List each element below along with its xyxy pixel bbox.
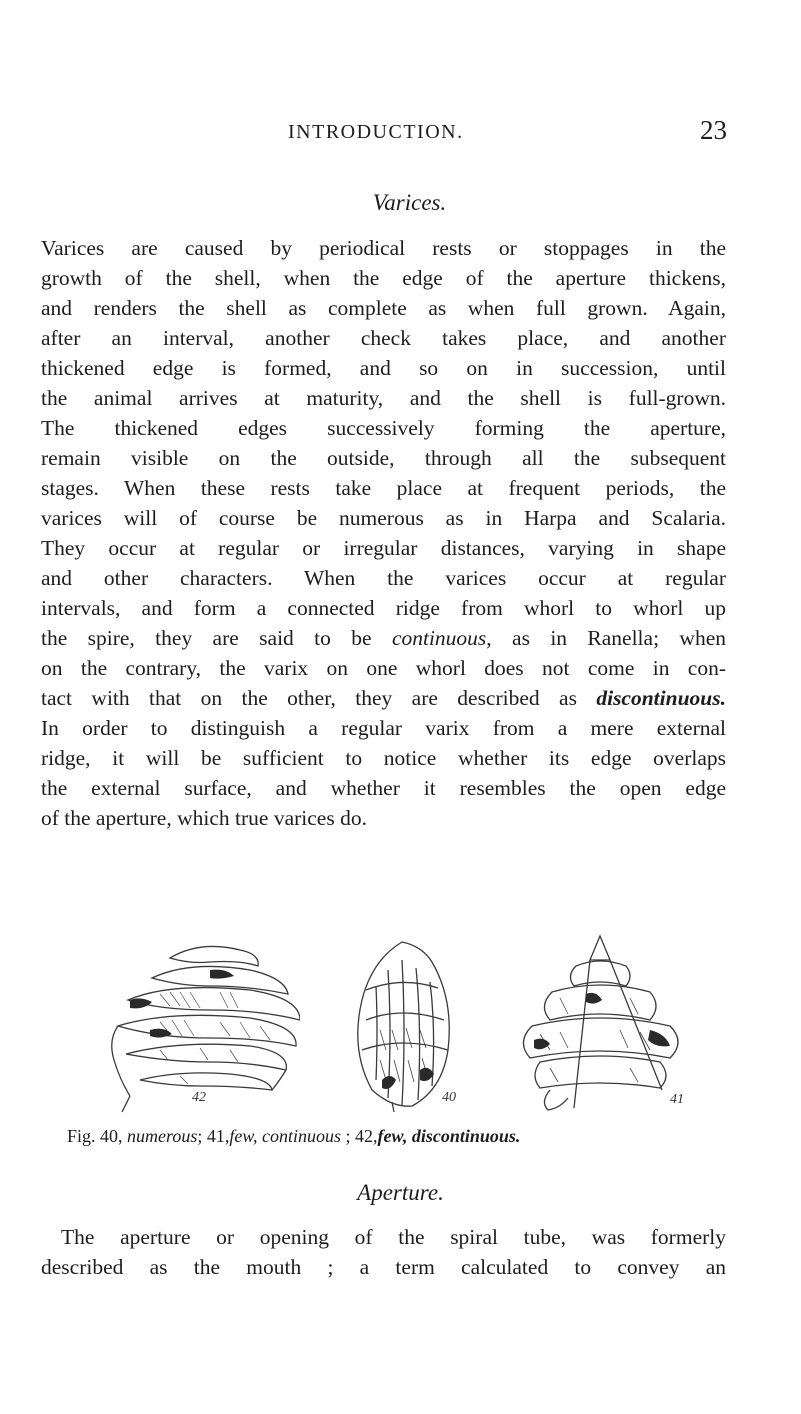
page-number: 23 [700, 115, 727, 145]
paragraph-line: and other characters. When the varices occur at regular [41, 566, 726, 590]
shell-figures [100, 930, 700, 1115]
paragraph-line: thickened edge is formed, and so on in succession, until [41, 356, 726, 380]
shell-illustration-40 [332, 930, 472, 1115]
figure-label-40: 40 [442, 1090, 456, 1105]
caption-prefix: Fig. 40, [67, 1126, 128, 1146]
figure-caption [67, 1126, 737, 1147]
paragraph-line: and renders the shell as complete as when full grown. Again, [41, 296, 726, 320]
paragraph-line [41, 623, 726, 653]
shell-illustration-42 [100, 930, 300, 1115]
caption-separator: ; 42, [341, 1126, 378, 1146]
paragraph-line: after an interval, another check takes place, and another [41, 326, 726, 350]
paragraph-line [41, 683, 726, 713]
caption-few-discontinuous: few, discontinuous. [377, 1126, 521, 1146]
paragraph-line: of the aperture, which true varices do. [41, 806, 367, 830]
text-run: , as in Ranella; when [486, 626, 726, 650]
section-heading-varices: Varices. [372, 190, 447, 215]
running-head [0, 115, 801, 151]
figure-label-41: 41 [670, 1092, 684, 1107]
paragraph-line: Varices are caused by periodical rests or stoppages in the [41, 236, 726, 260]
paragraph-line: The aperture or opening of the spiral tube, was formerly [61, 1225, 726, 1249]
shell-illustration-41 [510, 930, 690, 1115]
paragraph-line: In order to distinguish a regular varix from a mere external [41, 716, 726, 740]
running-title: INTRODUCTION. [288, 121, 464, 143]
paragraph-line: the external surface, and whether it resembles the open edge [41, 776, 726, 800]
paragraph-line: ridge, it will be sufficient to notice whether its edge overlaps [41, 746, 726, 770]
paragraph-line: stages. When these rests take place at frequent periods, the [41, 476, 726, 500]
caption-separator: ; 41, [197, 1126, 230, 1146]
paragraph-line: They occur at regular or irregular distances, varying in shape [41, 536, 726, 560]
paragraph-line: the animal arrives at maturity, and the shell is full-grown. [41, 386, 726, 410]
paragraph-line: described as the mouth ; a term calculated to convey an [41, 1255, 726, 1279]
term-discontinuous: discontinuous. [596, 686, 726, 710]
paragraph-line: varices will of course be numerous as in Harpa and Scalaria. [41, 506, 726, 530]
term-continuous: continuous [391, 626, 487, 650]
text-run: the spire, they are said to be [41, 626, 392, 650]
section-heading-aperture: Aperture. [357, 1180, 444, 1205]
paragraph-line: remain visible on the outside, through all the subsequent [41, 446, 726, 470]
paragraph-line: growth of the shell, when the edge of the aperture thickens, [41, 266, 726, 290]
caption-few-continuous: few, continuous [229, 1126, 342, 1146]
paragraph-line: on the contrary, the varix on one whorl does not come in con- [41, 656, 726, 680]
paragraph-line: The thickened edges successively forming the aperture, [41, 416, 726, 440]
figure-label-42: 42 [192, 1090, 206, 1105]
paragraph-line: intervals, and form a connected ridge from whorl to whorl up [41, 596, 726, 620]
caption-numerous: numerous [127, 1126, 198, 1146]
text-run: tact with that on the other, they are described as [41, 686, 597, 710]
